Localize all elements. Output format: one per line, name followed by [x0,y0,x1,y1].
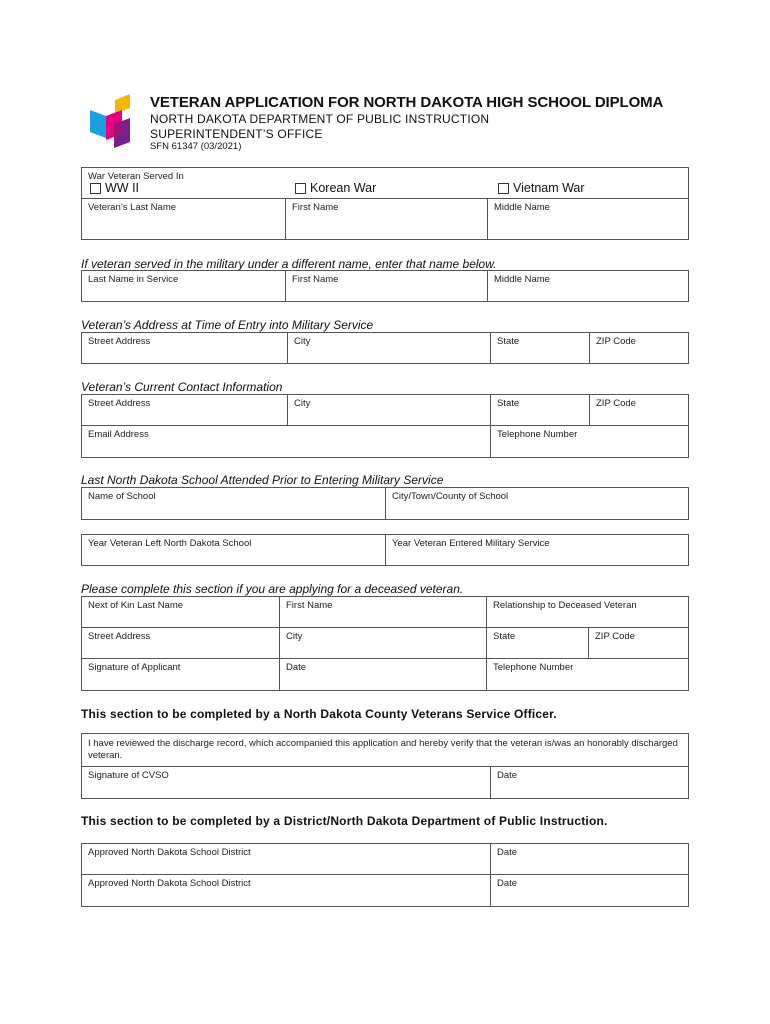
school-name-field[interactable] [82,488,385,519]
contact-heading: Veteran’s Current Contact Information [81,380,283,394]
school-row [81,487,689,520]
field-label: State [493,631,516,642]
year-left-school-field[interactable] [82,535,385,565]
ww2-label: WW II [105,181,140,195]
field-label: Relationship to Deceased Veteran [493,600,637,611]
kin-zip-field[interactable] [588,628,688,658]
district-date-field-1[interactable] [490,844,688,874]
war-served-row [81,167,689,199]
veteran-last-name-field[interactable] [82,199,285,239]
korean-war-label: Korean War [310,181,377,195]
school-location-field[interactable] [385,488,688,519]
field-label: First Name [292,274,339,285]
service-last-name-field[interactable] [82,271,285,301]
field-label: Year Veteran Left North Dakota School [88,538,252,549]
office-name: SUPERINTENDENT’S OFFICE [150,127,323,141]
contact-address-row [81,394,689,426]
applicant-signature-field[interactable] [82,659,279,690]
approved-district-field-2[interactable] [82,875,490,906]
kin-street-field[interactable] [82,628,279,658]
field-label: Next of Kin Last Name [88,600,184,611]
field-label: ZIP Code [596,398,636,409]
field-label: Middle Name [494,202,550,213]
field-label: City [286,631,303,642]
field-label: Signature of CVSO [88,770,169,781]
relationship-field[interactable] [486,597,688,627]
kin-address-row [81,628,689,659]
cvso-heading: This section to be completed by a North Dakota County Veterans Service Officer. [81,707,557,721]
field-label: Telephone Number [497,429,578,440]
field-label: Signature of Applicant [88,662,181,673]
field-label: City [294,336,311,347]
field-label: State [497,398,520,409]
field-label: Date [497,878,518,889]
kin-last-name-field[interactable] [82,597,279,627]
department-name: NORTH DAKOTA DEPARTMENT OF PUBLIC INSTRUCTION [150,112,490,126]
field-label: Telephone Number [493,662,574,673]
field-label: ZIP Code [596,336,636,347]
field-label: Date [497,847,518,858]
field-label: ZIP Code [595,631,635,642]
form-title: VETERAN APPLICATION FOR NORTH DAKOTA HIGH SCHOOL DIPLOMA [150,94,664,111]
contact-zip-field[interactable] [589,395,688,425]
field-label: First Name [286,600,333,611]
contact-phone-field[interactable] [490,426,688,457]
field-label: Middle Name [494,274,550,285]
entry-city-field[interactable] [287,333,490,363]
field-label: Year Veteran Entered Military Service [392,538,550,549]
field-label: Street Address [88,398,151,409]
applicant-phone-field[interactable] [486,659,688,690]
district-heading: This section to be completed by a District/North Dakota Department of Public Instruction. [81,814,608,828]
cvso-signature-field[interactable] [82,767,490,798]
contact-city-field[interactable] [287,395,490,425]
korean-war-checkbox[interactable] [295,181,376,195]
district-approval-row-1 [81,843,689,875]
cvso-date-field[interactable] [490,767,688,798]
entry-address-heading: Veteran’s Address at Time of Entry into Military Service [81,318,374,332]
entry-street-field[interactable] [82,333,287,363]
entry-state-field[interactable] [490,333,589,363]
field-label: Name of School [88,491,156,502]
email-field[interactable] [82,426,490,457]
veteran-name-row [81,199,689,240]
field-label: Email Address [88,429,149,440]
form-number: SFN 61347 (03/2021) [150,141,242,152]
service-middle-name-field[interactable] [487,271,688,301]
ww2-checkbox[interactable] [90,181,139,195]
field-label: Last Name in Service [88,274,179,285]
contact-street-field[interactable] [82,395,287,425]
school-heading: Last North Dakota School Attended Prior to Entering Military Service [81,473,444,487]
ndpi-logo [88,94,134,150]
kin-city-field[interactable] [279,628,486,658]
applicant-date-field[interactable] [279,659,486,690]
entry-address-row [81,332,689,364]
veteran-middle-name-field[interactable] [487,199,688,239]
deceased-heading: Please complete this section if you are applying for a deceased veteran. [81,582,464,596]
vietnam-war-checkbox[interactable] [498,181,585,195]
checkbox-box[interactable] [90,183,101,194]
field-label: First Name [292,202,339,213]
war-served-label: War Veteran Served In [88,171,184,182]
service-first-name-field[interactable] [285,271,487,301]
contact-email-row [81,426,689,458]
school-years-row [81,534,689,566]
approved-district-field-1[interactable] [82,844,490,874]
cvso-statement-row [81,733,689,767]
field-label: Street Address [88,336,151,347]
cvso-statement: I have reviewed the discharge record, which accompanied this application and hereby verify that the veteran is/was an honorably discharged veteran. [88,738,678,761]
district-date-field-2[interactable] [490,875,688,906]
kin-state-field[interactable] [486,628,588,658]
kin-name-row [81,596,689,628]
kin-first-name-field[interactable] [279,597,486,627]
vietnam-war-label: Vietnam War [513,181,585,195]
applicant-signature-row [81,659,689,691]
field-label: Date [286,662,307,673]
field-label: State [497,336,520,347]
cvso-signature-row [81,767,689,799]
field-label: Street Address [88,631,151,642]
year-entered-service-field[interactable] [385,535,688,565]
district-approval-row-2 [81,875,689,907]
checkbox-box[interactable] [295,183,306,194]
field-label: Veteran’s Last Name [88,202,177,213]
field-label: City [294,398,311,409]
field-label: Date [497,770,518,781]
contact-state-field[interactable] [490,395,589,425]
field-label: Approved North Dakota School District [88,847,251,858]
service-name-row [81,270,689,302]
checkbox-box[interactable] [498,183,509,194]
service-name-heading: If veteran served in the military under a different name, enter that name below. [81,257,497,271]
field-label: City/Town/County of School [392,491,509,502]
field-label: Approved North Dakota School District [88,878,251,889]
veteran-first-name-field[interactable] [285,199,487,239]
entry-zip-field[interactable] [589,333,688,363]
